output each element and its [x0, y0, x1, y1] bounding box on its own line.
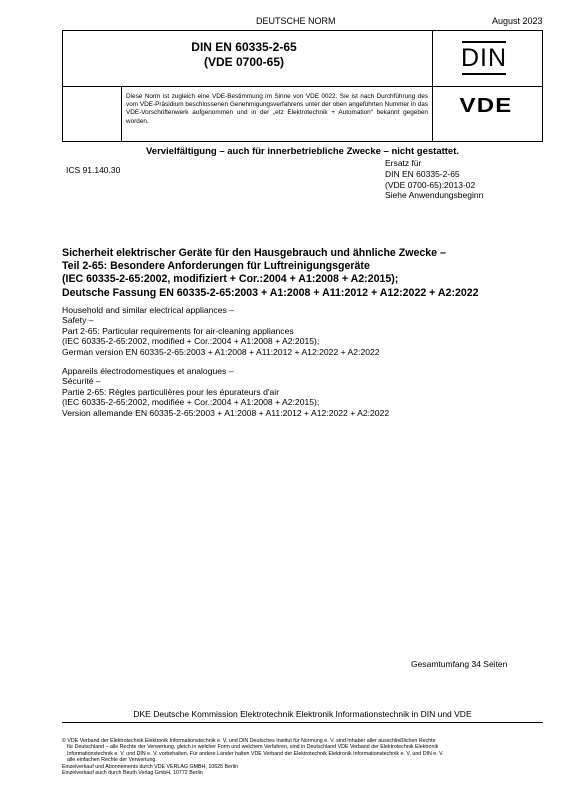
title-line: Sicherheit elektrischer Geräte für den Hausgebrauch und ähnliche Zwecke –	[62, 247, 446, 259]
vde-notice-text: Diese Norm ist zugleich eine VDE-Bestimmung im Sinne von VDE 0022. Sie ist nach Durchführung des vom VDE-Präsidium beschlossenen Genehmigungsverfahrens unter der oben angeführten Nummer in das VDE-Vorschriftenwerk aufgenommen und in der „etz Elektrotechnik + Automation“ bekannt gegeben worden.	[126, 93, 428, 125]
logo-column-border	[432, 30, 433, 141]
title-line: Part 2-65: Particular requirements for air-cleaning appliances	[62, 325, 294, 336]
title-english	[62, 305, 543, 357]
title-line: Partie 2-65: Règles particulières pour les épurateurs d'air	[62, 386, 280, 397]
title-line: Teil 2-65: Besondere Anforderungen für Luftreinigungsgeräte	[62, 260, 370, 273]
title-line: Household and similar electrical appliances –	[62, 305, 234, 315]
title-line: Version allemande EN 60335-2-65:2003 + A1:2008 + A11:2012 + A12:2022 + A2:2022	[62, 407, 390, 418]
middle-rule	[62, 86, 543, 87]
vde-number: (VDE 0700-65)	[203, 55, 285, 69]
copyright-footer	[62, 738, 543, 776]
reproduction-notice: Vervielfältigung – auch für innerbetriebliche Zwecke – nicht gestattet.	[145, 146, 460, 157]
footer-line: alle einfachen Rechte der Verwertung.	[67, 757, 157, 764]
footer-line: © VDE Verband der Elektrotechnik Elektronik Informationstechnik e. V. und DIN Deutsches Institut für Normung e. V. sind Inhaber aller ausschließlichen Rechte	[62, 738, 436, 744]
dke-rule	[62, 722, 543, 723]
document-title	[62, 40, 426, 70]
document-number: DIN EN 60335-2-65	[191, 40, 297, 54]
title-line: (IEC 60335-2-65:2002, modifiée + Cor.:2004 + A1:2008 + A2:2015);	[62, 397, 320, 408]
title-line: German version EN 60335-2-65:2003 + A1:2008 + A11:2012 + A12:2022 + A2:2022	[62, 346, 380, 357]
title-line: Safety –	[62, 315, 94, 326]
replacement-info	[385, 158, 483, 201]
dke-line: DKE Deutsche Kommission Elektrotechnik Elektronik Informationstechnik in DIN und VDE	[133, 709, 472, 719]
footer-line: für Deutschland – alle Rechte der Verwertung, gleich in welcher Form und welchem Verfahren, sind in Deutschland VDE Verband der Elektrotechnik Elektronik	[67, 744, 439, 751]
title-line: (IEC 60335-2-65:2002, modified + Cor.:2004 + A1:2008 + A2:2015);	[62, 336, 320, 347]
replacement-line: DIN EN 60335-2-65	[385, 168, 460, 179]
title-line: Sécurité –	[62, 376, 101, 387]
ics-code: ICS 91.140.30	[66, 165, 121, 175]
title-line: Deutsche Fassung EN 60335-2-65:2003 + A1:2008 + A11:2012 + A12:2022 + A2:2022	[62, 286, 479, 299]
header-date: August 2023	[492, 16, 543, 26]
top-rule	[62, 30, 543, 31]
header-bottom-rule	[62, 141, 543, 142]
title-line: Appareils électrodomestiques et analogues –	[62, 366, 234, 376]
footer-line: Informationstechnik e. V. und DIN e. V. vorbehalten. Für andere Länder halten VDE Verband der Elektrotechnik Elektronik Informationstechnik e. V. und DIN e. V.	[67, 750, 444, 757]
replacement-line: Ersatz für	[385, 158, 422, 168]
title-line: (IEC 60335-2-65:2002, modifiziert + Cor.:2004 + A1:2008 + A2:2015);	[62, 273, 399, 286]
footer-line: Einzelverkauf auch durch Beuth Verlag GmbH, 10772 Berlin	[62, 770, 203, 777]
vde-logo: VDE	[459, 95, 513, 117]
notice-left-border	[121, 86, 122, 141]
replacement-line: Siehe Anwendungsbeginn	[385, 190, 484, 201]
title-french	[62, 366, 543, 418]
replacement-line: (VDE 0700-65):2013-02	[385, 179, 476, 190]
frame-right-border	[542, 30, 543, 141]
header-standard-type: DEUTSCHE NORM	[256, 16, 336, 26]
din-logo: DIN	[462, 41, 506, 75]
total-pages: Gesamtumfang 34 Seiten	[411, 659, 508, 669]
footer-line: Einzelverkauf und Abonnements durch VDE VERLAG GMBH, 10625 Berlin	[62, 763, 239, 770]
title-german	[62, 247, 543, 300]
